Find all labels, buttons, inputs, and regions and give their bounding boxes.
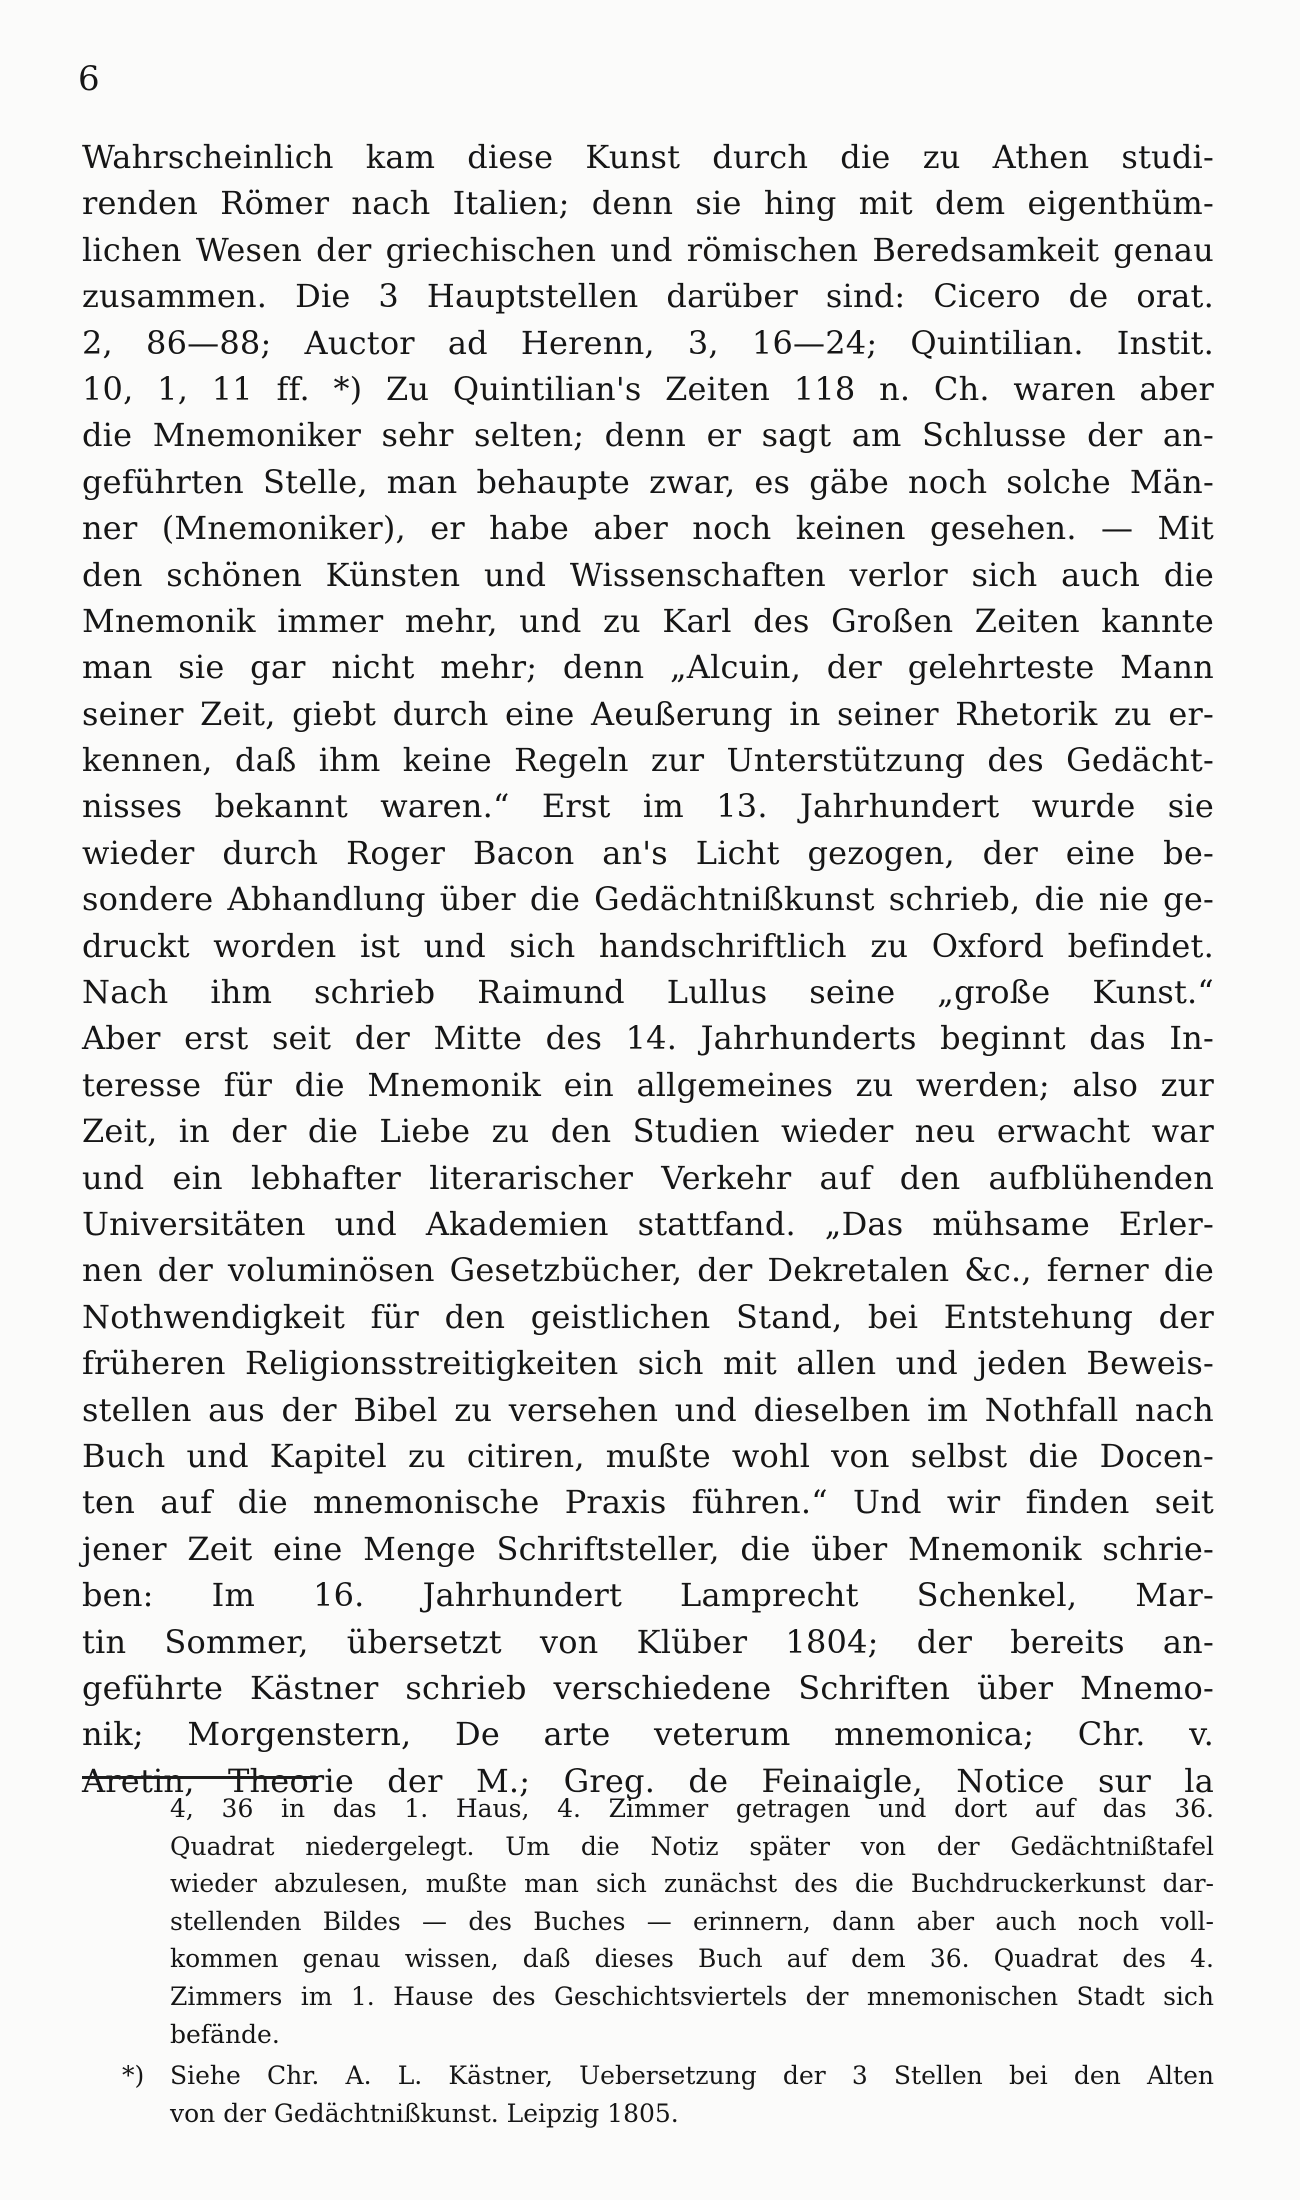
text-line: 2, 86—88; Auctor ad Herenn, 3, 16—24; Quintilian. Instit.: [82, 323, 1214, 362]
text-line: teresse für die Mnemonik ein allgemeines zu werden; also zur: [82, 1065, 1214, 1104]
text-line: Universitäten und Akademien stattfand. „Das mühsame Erler-: [82, 1204, 1214, 1243]
footnote-line: stellenden Bildes — des Buches — erinnern, dann aber auch noch voll-: [170, 1906, 1214, 1936]
text-line: Wahrscheinlich kam diese Kunst durch die zu Athen studi-: [82, 138, 1214, 176]
page-number: 6: [78, 59, 100, 99]
text-line: zusammen. Die 3 Hauptstellen darüber sind: Cicero de orat.: [82, 277, 1214, 316]
footnote-line: Zimmers im 1. Hause des Geschichtsviertels der mnemonischen Stadt sich: [170, 1981, 1214, 2011]
text-line: und ein lebhafter literarischer Verkehr auf den aufblühenden: [82, 1158, 1214, 1197]
footnote-line: kommen genau wissen, daß dieses Buch auf dem 36. Quadrat des 4.: [170, 1944, 1214, 1974]
footnote-line: 4, 36 in das 1. Haus, 4. Zimmer getragen und dort auf das 36.: [170, 1794, 1214, 1823]
text-line: seiner Zeit, giebt durch eine Aeußerung in seiner Rhetorik zu er-: [82, 694, 1214, 733]
footnote-divider: [82, 1776, 318, 1779]
text-line: jener Zeit eine Menge Schriftsteller, die über Mnemonik schrie-: [82, 1529, 1214, 1568]
footnote-line: von der Gedächtnißkunst. Leipzig 1805.: [170, 2098, 679, 2128]
text-line: geführte Kästner schrieb verschiedene Schriften über Mnemo-: [82, 1668, 1214, 1707]
footnote-star: [82, 2057, 1214, 2132]
main-text-block: [82, 134, 1214, 1804]
footnote-line: Quadrat niedergelegt. Um die Notiz später von der Gedächtnißtafel: [170, 1831, 1214, 1861]
text-line: kennen, daß ihm keine Regeln zur Unterstützung des Gedächt-: [82, 741, 1214, 780]
text-line: Aber erst seit der Mitte des 14. Jahrhunderts beginnt das In-: [82, 1019, 1214, 1058]
text-line: renden Römer nach Italien; denn sie hing mit dem eigenthüm-: [82, 184, 1214, 223]
footnote-line: Siehe Chr. A. L. Kästner, Uebersetzung der 3 Stellen bei den Alten: [170, 2061, 1214, 2091]
text-line: sondere Abhandlung über die Gedächtnißkunst schrieb, die nie ge-: [82, 880, 1214, 919]
text-line: nen der voluminösen Gesetzbücher, der Dekretalen &c., ferner die: [82, 1251, 1214, 1290]
text-line: tin Sommer, übersetzt von Klüber 1804; der bereits an-: [82, 1622, 1214, 1661]
text-line: Nothwendigkeit für den geistlichen Stand, bei Entstehung der: [82, 1297, 1214, 1336]
text-line: nisses bekannt waren.“ Erst im 13. Jahrhundert wurde sie: [82, 787, 1214, 826]
text-line: Zeit, in der die Liebe zu den Studien wieder neu erwacht war: [82, 1112, 1214, 1151]
text-line: druckt worden ist und sich handschriftlich zu Oxford befindet.: [82, 926, 1214, 965]
text-line: stellen aus der Bibel zu versehen und dieselben im Nothfall nach: [82, 1390, 1214, 1429]
text-line: wieder durch Roger Bacon an's Licht gezogen, der eine be-: [82, 833, 1214, 872]
text-line: den schönen Künsten und Wissenschaften verlor sich auch die: [82, 555, 1214, 594]
footnote-line: wieder abzulesen, mußte man sich zunächst des die Buchdruckerkunst dar-: [170, 1869, 1214, 1899]
text-line: Nach ihm schrieb Raimund Lullus seine „große Kunst.“: [82, 973, 1214, 1012]
text-line: Aretin, Theorie der M.; Greg. de Feinaigle, Notice sur la: [82, 1761, 1214, 1800]
footnote-continued: [82, 1790, 1214, 2053]
text-line: nik; Morgenstern, De arte veterum mnemonica; Chr. v.: [82, 1715, 1214, 1754]
text-line: Buch und Kapitel zu citiren, mußte wohl von selbst die Docen-: [82, 1436, 1214, 1475]
text-line: ner (Mnemoniker), er habe aber noch keinen gesehen. — Mit: [82, 509, 1214, 548]
text-line: Mnemonik immer mehr, und zu Karl des Großen Zeiten kannte: [82, 601, 1214, 640]
text-line: früheren Religionsstreitigkeiten sich mit allen und jeden Beweis-: [82, 1344, 1214, 1383]
text-line: geführten Stelle, man behaupte zwar, es gäbe noch solche Män-: [82, 462, 1214, 501]
text-line: ben: Im 16. Jahrhundert Lamprecht Schenkel, Mar-: [82, 1576, 1214, 1615]
text-line: 10, 1, 11 ff. *) Zu Quintilian's Zeiten 118 n. Ch. waren aber: [82, 369, 1214, 408]
footnote-marker: *): [122, 2061, 145, 2091]
text-line: die Mnemoniker sehr selten; denn er sagt am Schlusse der an-: [82, 416, 1214, 455]
text-line: lichen Wesen der griechischen und römischen Beredsamkeit genau: [82, 230, 1214, 269]
text-line: man sie gar nicht mehr; denn „Alcuin, der gelehrteste Mann: [82, 648, 1214, 687]
footnotes: [82, 1790, 1214, 2132]
footnote-line: befände.: [170, 2019, 280, 2049]
text-line: ten auf die mnemonische Praxis führen.“ Und wir finden seit: [82, 1483, 1214, 1522]
